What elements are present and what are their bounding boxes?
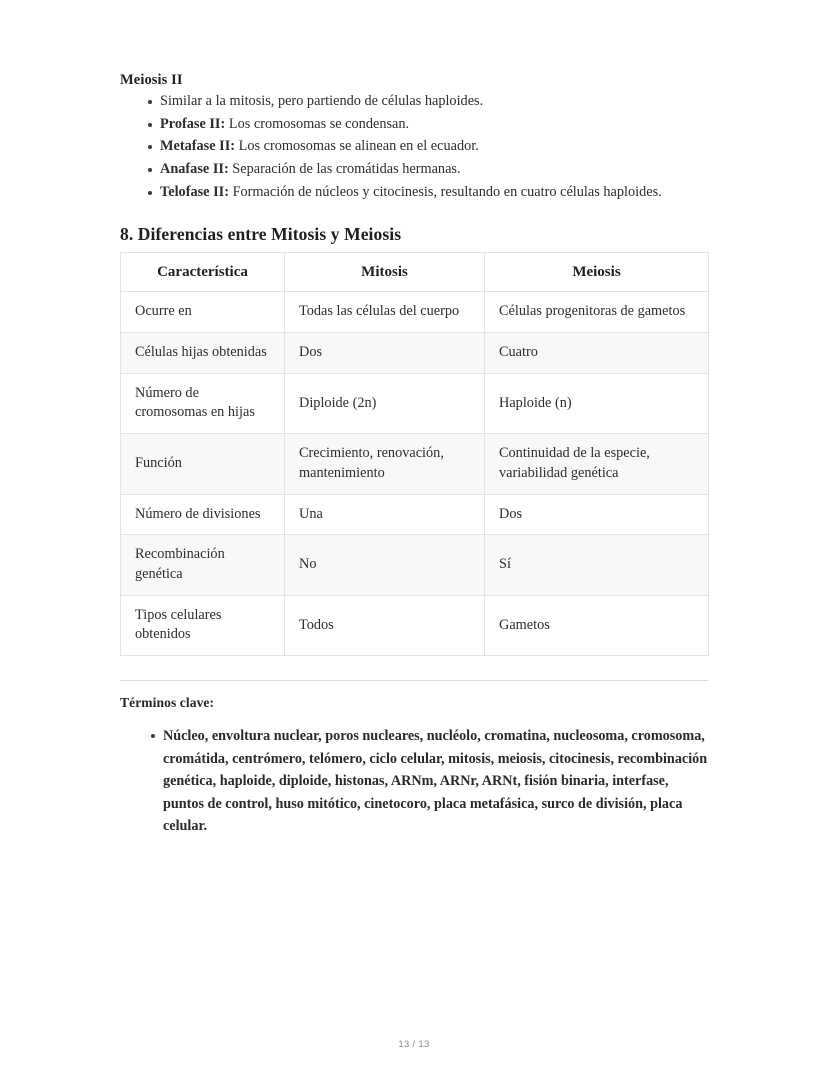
cell-feature: Ocurre en (121, 292, 285, 333)
cell-mitosis: Crecimiento, renovación, mantenimiento (285, 434, 485, 494)
cell-meiosis: Cuatro (485, 333, 709, 374)
list-item-label: Telofase II: (160, 183, 229, 200)
column-header-meiosis: Meiosis (485, 252, 709, 292)
cell-feature: Número de cromosomas en hijas (121, 373, 285, 433)
list-item (120, 159, 710, 181)
cell-feature: Recombinación genética (121, 535, 285, 595)
list-item-text: Formación de núcleos y citocinesis, resultando en cuatro células haploides. (232, 183, 662, 200)
list-item (120, 114, 710, 136)
key-terms-title: Términos clave: (120, 695, 215, 711)
section-divider (120, 680, 708, 681)
list-item-text: Los cromosomas se alinean en el ecuador. (238, 138, 479, 155)
table-row (121, 373, 709, 433)
table-row (121, 333, 709, 374)
table-row (121, 535, 709, 595)
page-content (120, 72, 710, 837)
cell-meiosis: Haploide (n) (485, 373, 709, 433)
key-terms-list (120, 725, 710, 837)
list-item-label: Profase II: (160, 115, 226, 132)
cell-mitosis: No (285, 535, 485, 595)
cell-feature: Función (121, 434, 285, 494)
list-item: Núcleo, envoltura nuclear, poros nucleares, nucléolo, cromatina, nucleosoma, cromosoma, cromátida, centrómero, telómero, ciclo celular, mitosis, meiosis, citocinesis, recombinación genética, haploide, diploide, histonas, ARNm, ARNr, ARNt, fisión binaria, interfase, puntos de control, huso mitótico, cinetocoro, placa metafásica, surco de división, placa celular. (120, 725, 710, 837)
mitosis-meiosis-comparison-table (120, 252, 709, 657)
list-item-label: Anafase II: (160, 161, 229, 178)
cell-feature: Número de divisiones (121, 494, 285, 535)
list-item-text: Separación de las cromátidas hermanas. (232, 161, 461, 178)
list-item (120, 136, 710, 158)
cell-meiosis: Continuidad de la especie, variabilidad genética (485, 434, 709, 494)
cell-meiosis: Células progenitoras de gametos (485, 292, 709, 333)
cell-feature: Células hijas obtenidas (121, 333, 285, 374)
list-item-text: Similar a la mitosis, pero partiendo de células haploides. (160, 93, 484, 109)
cell-meiosis: Gametos (485, 595, 709, 655)
table-row (121, 595, 709, 655)
cell-meiosis: Dos (485, 494, 709, 535)
page-number-footer: 13 / 13 (398, 1039, 430, 1050)
meiosis-ii-heading: Meiosis II (120, 72, 183, 88)
cell-mitosis: Dos (285, 333, 485, 374)
column-header-mitosis: Mitosis (285, 252, 485, 292)
list-item (120, 91, 710, 113)
cell-meiosis: Sí (485, 535, 709, 595)
column-header-caracteristica: Característica (121, 252, 285, 292)
cell-mitosis: Una (285, 494, 485, 535)
table-header-row (121, 252, 709, 292)
cell-mitosis: Todas las células del cuerpo (285, 292, 485, 333)
cell-feature: Tipos celulares obtenidos (121, 595, 285, 655)
cell-mitosis: Todos (285, 595, 485, 655)
list-item-text: Los cromosomas se condensan. (228, 115, 410, 132)
table-row (121, 434, 709, 494)
table-row (121, 494, 709, 535)
meiosis-ii-list (120, 91, 710, 204)
table-row (121, 292, 709, 333)
list-item (120, 182, 710, 204)
cell-mitosis: Diploide (2n) (285, 373, 485, 433)
section-8-heading: 8. Diferencias entre Mitosis y Meiosis (120, 223, 402, 244)
list-item-label: Metafase II: (160, 138, 236, 155)
